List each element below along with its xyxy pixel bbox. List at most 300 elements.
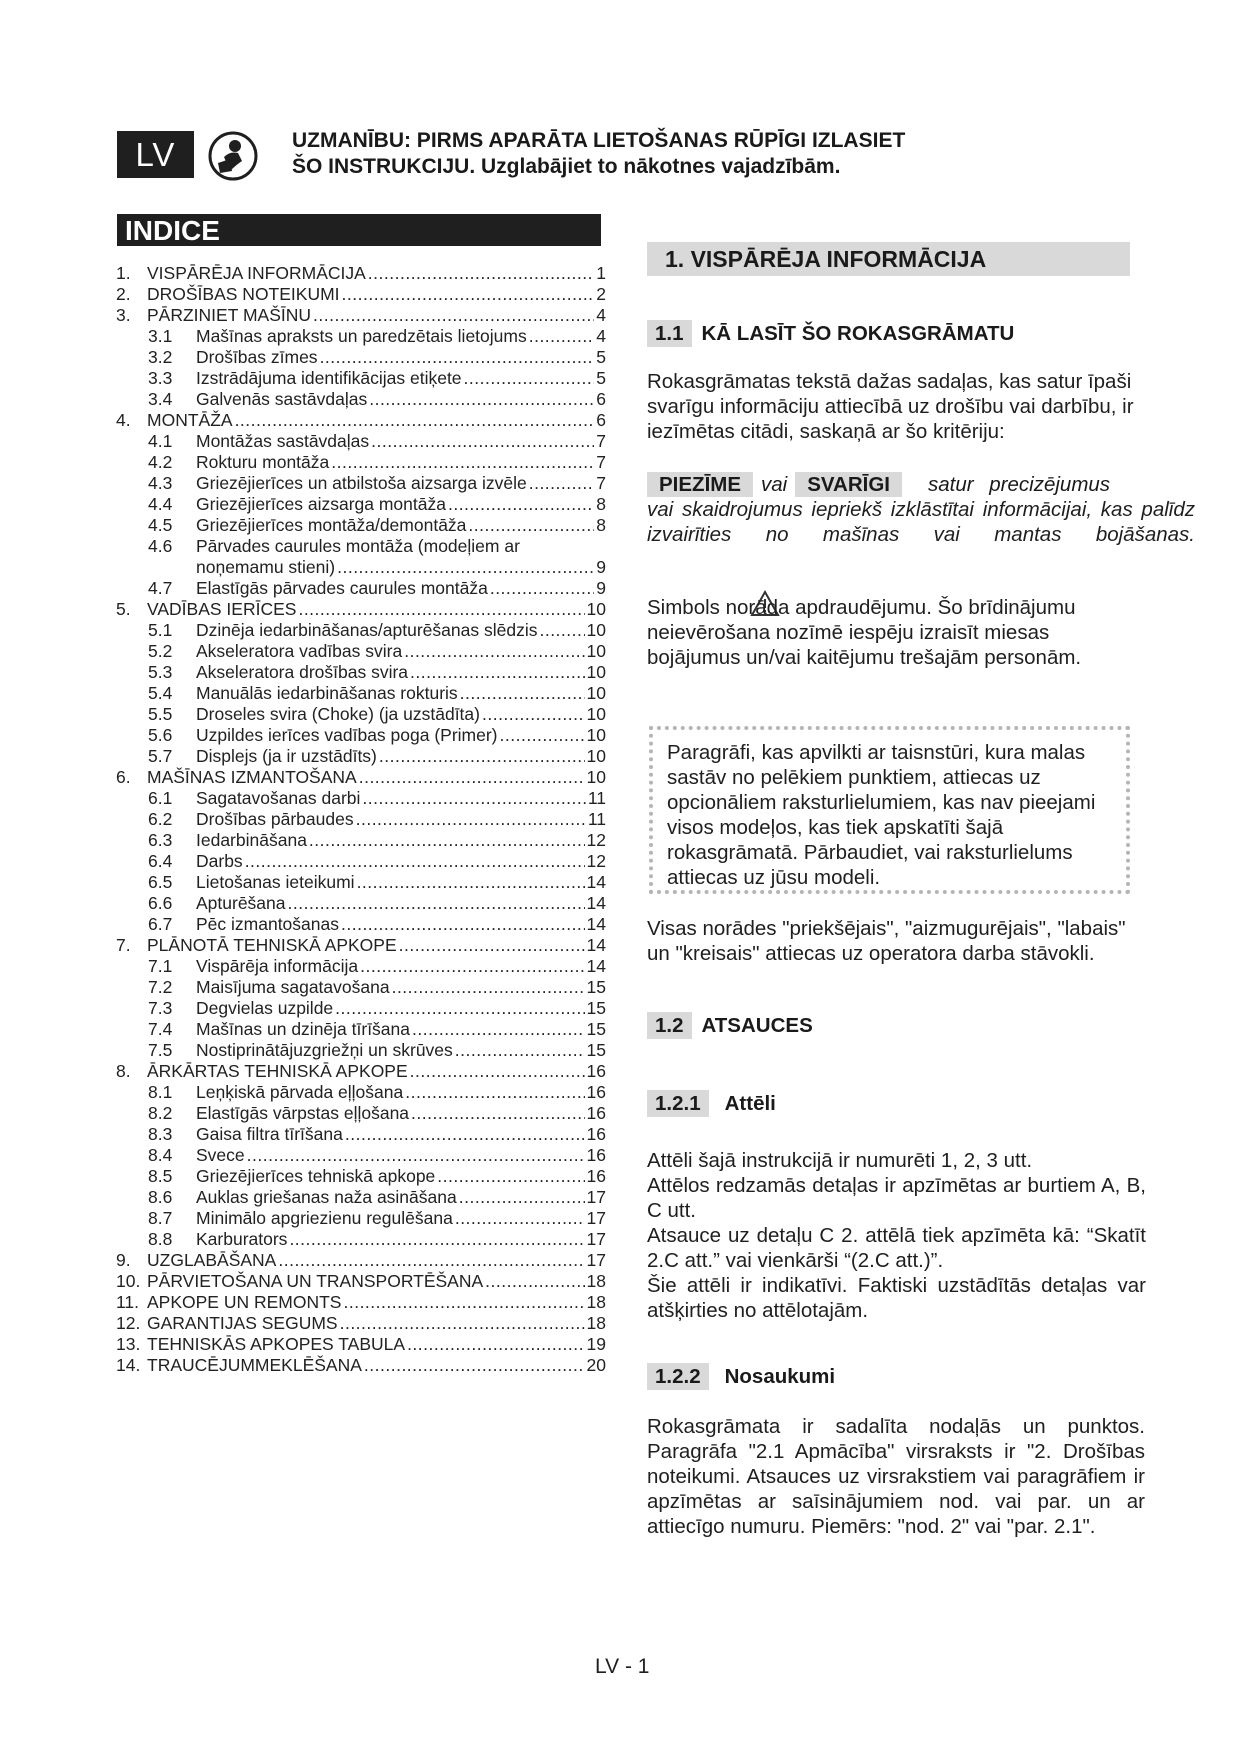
toc-entry-number: 8.8	[148, 1229, 173, 1249]
toc-entry	[116, 704, 606, 725]
toc-leader-dots	[490, 578, 594, 599]
toc-entry-label: Rokturu montāža	[196, 452, 330, 472]
toc-entry-label: UZGLABĀŠANA	[147, 1250, 277, 1270]
toc-entry-label: Griezējierīces montāža/demontāža	[196, 515, 467, 535]
toc-leader-dots	[247, 1145, 585, 1166]
toc-entry-page: 10	[586, 746, 606, 766]
toc-entry-page: 16	[586, 1166, 606, 1186]
toc-entry-number: 8.7	[148, 1208, 173, 1228]
section-heading-1-2-2	[647, 1363, 835, 1390]
toc-leader-dots	[460, 683, 585, 704]
toc-entry-label: Gaisa filtra tīrīšana	[196, 1124, 343, 1144]
toc-entry	[116, 494, 606, 515]
toc-entry-number: 3.1	[148, 326, 173, 346]
toc-entry-number: 4.3	[148, 473, 173, 493]
toc-entry	[116, 1019, 606, 1040]
toc-entry-label: Griezējierīces un atbilstoša aizsarga izvēle	[196, 473, 527, 493]
toc-entry	[116, 1208, 606, 1229]
toc-entry-number: 4.1	[148, 431, 173, 451]
section-heading-1-2-1	[647, 1090, 776, 1117]
toc-entry-number: 7.5	[148, 1040, 173, 1060]
toc-entry-page: 15	[586, 977, 606, 997]
toc-entry-label: PĀRZINIET MAŠĪNU	[147, 305, 312, 325]
toc-entry-page: 20	[586, 1355, 606, 1375]
toc-entry-label: Elastīgās vārpstas eļļošana	[196, 1103, 410, 1123]
note-explanation	[647, 497, 1195, 547]
toc-entry-label: Droseles svira (Choke) (ja uzstādīta)	[196, 704, 480, 724]
toc-entry-page: 4	[596, 326, 606, 346]
toc-entry-page: 7	[596, 431, 606, 451]
toc-entry	[116, 830, 606, 851]
note-tag: PIEZĪME	[647, 472, 753, 497]
toc-leader-dots	[500, 725, 585, 746]
toc-entry	[116, 1229, 606, 1250]
toc-entry-label: Karburators	[196, 1229, 288, 1249]
toc-entry-page: 14	[586, 956, 606, 976]
toc-leader-dots	[362, 788, 585, 809]
section-number: 1.2.2	[647, 1363, 709, 1390]
toc-entry	[116, 515, 606, 536]
toc-entry-number: 4.	[116, 410, 131, 430]
toc-entry-label: Degvielas uzpilde	[196, 998, 334, 1018]
toc-entry-number: 6.4	[148, 851, 173, 871]
toc-entry	[116, 368, 606, 389]
toc-entry	[116, 1313, 606, 1334]
toc-leader-dots	[342, 284, 595, 305]
toc-entry-page: 16	[586, 1124, 606, 1144]
section-title: ATSAUCES	[701, 1013, 813, 1037]
toc-leader-dots	[468, 515, 594, 536]
toc-leader-dots	[392, 977, 585, 998]
section-heading-1-2	[647, 1012, 813, 1039]
toc-entry-page: 11	[587, 788, 606, 808]
toc-entry	[116, 1292, 606, 1313]
toc-leader-dots	[340, 1313, 585, 1334]
toc-entry	[116, 578, 606, 599]
toc-entry	[116, 305, 606, 326]
toc-entry-number: 4.5	[148, 515, 173, 535]
toc-entry-label: Apturēšana	[196, 893, 286, 913]
toc-entry-number: 8.2	[148, 1103, 173, 1123]
toc-entry-number: 5.2	[148, 641, 173, 661]
toc-entry-page: 17	[586, 1208, 606, 1228]
toc-entry-number: 6.3	[148, 830, 173, 850]
toc-entry	[116, 956, 606, 977]
toc-entry-label: Galvenās sastāvdaļas	[196, 389, 368, 409]
safety-warning	[292, 128, 1012, 180]
toc-entry	[116, 1271, 606, 1292]
toc-entry-label: Dzinēja iedarbināšanas/apturēšanas slēdzis	[196, 620, 538, 640]
toc-entry-page: 10	[586, 662, 606, 682]
toc-entry-number: 4.2	[148, 452, 173, 472]
toc-leader-dots	[371, 431, 594, 452]
toc-entry-label: Mašīnas apraksts un paredzētais lietojums	[196, 326, 527, 346]
toc-leader-dots	[539, 620, 584, 641]
toc-entry-label: Drošības zīmes	[196, 347, 318, 367]
toc-leader-dots	[529, 473, 595, 494]
toc-entry-number: 7.2	[148, 977, 173, 997]
section-heading-1: 1. VISPĀRĒJA INFORMĀCIJA	[647, 242, 1130, 276]
toc-leader-dots	[309, 830, 585, 851]
toc-leader-dots	[482, 704, 585, 725]
toc-entry	[116, 389, 606, 410]
toc-list	[116, 263, 606, 1376]
toc-entry	[116, 599, 606, 620]
toc-entry-label: Minimālo apgriezienu regulēšana	[196, 1208, 453, 1228]
toc-entry-label: APKOPE UN REMONTS	[147, 1292, 342, 1312]
toc-leader-dots	[455, 1208, 585, 1229]
toc-entry-page: 17	[586, 1187, 606, 1207]
toc-leader-dots	[459, 1187, 585, 1208]
toc-entry	[116, 263, 606, 284]
toc-entry-label: Displejs (ja ir uzstādīts)	[196, 746, 377, 766]
toc-leader-dots	[360, 956, 584, 977]
toc-entry-number: 5.4	[148, 683, 173, 703]
toc-entry-number: 8.5	[148, 1166, 173, 1186]
toc-entry-number: 6.6	[148, 893, 173, 913]
toc-entry-label: Svece	[196, 1145, 245, 1165]
toc-entry	[116, 767, 606, 788]
toc-entry-page: 6	[596, 389, 606, 409]
toc-entry	[116, 620, 606, 641]
or-word: vai	[761, 473, 788, 496]
toc-entry-number: 12.	[116, 1313, 141, 1333]
toc-entry	[116, 473, 606, 494]
toc-entry-number: 9.	[116, 1250, 131, 1270]
toc-entry-page: 10	[586, 641, 606, 661]
toc-entry-label: Auklas griešanas naža asināšana	[196, 1187, 457, 1207]
toc-entry-number: 6.5	[148, 872, 173, 892]
toc-leader-dots	[331, 452, 594, 473]
toc-leader-dots	[410, 662, 584, 683]
toc-entry	[116, 347, 606, 368]
toc-entry-number: 3.	[116, 305, 131, 325]
toc-entry	[116, 1355, 606, 1376]
toc-entry	[116, 872, 606, 893]
page-number: LV - 1	[595, 1655, 650, 1678]
toc-entry	[116, 851, 606, 872]
toc-entry-number: 8.3	[148, 1124, 173, 1144]
toc-entry	[116, 431, 606, 452]
how-to-read-paragraph: Rokasgrāmatas tekstā dažas sadaļas, kas satur īpaši svarīgu informāciju attiecībā uz drošību vai darbību, ir iezīmētas citādi, saskaņā ar šo kritēriju:	[647, 370, 1134, 443]
toc-entry-page: 15	[586, 998, 606, 1018]
toc-entry-label: Drošības pārbaudes	[196, 809, 354, 829]
toc-entry	[116, 1250, 606, 1271]
toc-entry-number: 3.3	[148, 368, 173, 388]
toc-leader-dots	[529, 326, 595, 347]
toc-leader-dots	[485, 1271, 584, 1292]
figures-line-1: Attēli šajā instrukcijā ir numurēti 1, 2, 3 utt.	[647, 1149, 1033, 1172]
toc-entry-page: 8	[596, 494, 606, 514]
toc-entry-number: 8.4	[148, 1145, 173, 1165]
toc-entry-label: Pārvades caurules montāža (modeļiem ar	[196, 536, 520, 556]
toc-entry	[116, 1187, 606, 1208]
toc-entry-number: 8.1	[148, 1082, 173, 1102]
toc-leader-dots	[289, 1229, 584, 1250]
toc-entry-page: 7	[596, 452, 606, 472]
toc-entry-label: Iedarbināšana	[196, 830, 307, 850]
warning-line-2: ŠO INSTRUKCIJU. Uzglabājiet to nākotnes vajadzībām.	[292, 155, 841, 178]
toc-entry-label: PLĀNOTĀ TEHNISKĀ APKOPE	[147, 935, 397, 955]
toc-entry-page: 1	[596, 263, 606, 283]
toc-entry	[116, 326, 606, 347]
note-important-line	[647, 472, 1207, 497]
toc-entry-label: Akseleratora drošības svira	[196, 662, 409, 682]
toc-entry	[116, 977, 606, 998]
toc-entry-number: 1.	[116, 263, 131, 283]
toc-entry-page: 12	[586, 851, 606, 871]
toc-entry	[116, 1166, 606, 1187]
toc-entry-label: MAŠĪNAS IZMANTOŠANA	[147, 767, 357, 787]
toc-entry-label: Sagatavošanas darbi	[196, 788, 361, 808]
toc-leader-dots	[359, 767, 585, 788]
optional-features-box	[649, 726, 1130, 894]
toc-leader-dots	[235, 410, 595, 431]
toc-leader-dots	[407, 1334, 584, 1355]
important-tag: SVARĪGI	[795, 472, 902, 497]
section-number: 1.1	[647, 320, 692, 347]
section-title: Nosaukumi	[724, 1364, 836, 1388]
toc-entry-page: 10	[586, 620, 606, 640]
section-heading-1-1	[647, 320, 1014, 347]
language-badge: LV	[117, 131, 194, 178]
toc-leader-dots	[448, 494, 594, 515]
toc-entry-page: 9	[596, 578, 606, 598]
toc-entry-label: DROŠĪBAS NOTEIKUMI	[147, 284, 340, 304]
toc-entry-page: 14	[586, 872, 606, 892]
toc-leader-dots	[368, 263, 594, 284]
toc-entry	[116, 683, 606, 704]
toc-entry-page: 14	[586, 914, 606, 934]
toc-entry	[116, 662, 606, 683]
toc-entry-label: Griezējierīces tehniskā apkope	[196, 1166, 436, 1186]
toc-leader-dots	[412, 1019, 585, 1040]
toc-entry-label: VADĪBAS IERĪCES	[147, 599, 297, 619]
toc-leader-dots	[288, 893, 585, 914]
toc-entry-number: 8.6	[148, 1187, 173, 1207]
toc-entry-page: 8	[596, 515, 606, 535]
toc-entry-number: 2.	[116, 284, 131, 304]
toc-leader-dots	[357, 872, 585, 893]
toc-entry-label: Pēc izmantošanas	[196, 914, 339, 934]
toc-entry	[116, 809, 606, 830]
toc-entry-number: 5.1	[148, 620, 173, 640]
toc-entry	[116, 725, 606, 746]
toc-entry-number: 6.1	[148, 788, 173, 808]
symbol-paragraph: Simbols norāda apdraudējumu. Šo brīdinājumu neievērošana nozīmē iespēju izraisīt miesas bojājumus un/vai kaitējumu trešajām personām.	[647, 596, 1082, 669]
toc-entry-label: Akseleratora vadības svira	[196, 641, 403, 661]
toc-entry-number: 13.	[116, 1334, 141, 1354]
toc-entry-page: 2	[596, 284, 606, 304]
toc-entry-page: 10	[586, 767, 606, 787]
toc-entry-page: 5	[596, 368, 606, 388]
toc-entry-page: 15	[586, 1019, 606, 1039]
note-inline-text: satur precizējumus	[928, 473, 1111, 496]
toc-entry-number: 7.1	[148, 956, 173, 976]
toc-leader-dots	[399, 935, 585, 956]
toc-entry-label: noņemamu stieni)	[196, 557, 336, 577]
toc-leader-dots	[313, 305, 594, 326]
toc-title: INDICE	[117, 214, 601, 246]
figures-paragraph	[647, 1148, 1146, 1323]
toc-leader-dots	[245, 851, 585, 872]
toc-entry	[116, 284, 606, 305]
toc-leader-dots	[345, 1124, 585, 1145]
optional-features-text: Paragrāfi, kas apvilkti ar taisnstūri, kura malas sastāv no pelēkiem punktiem, attiecas uz opcionāliem raksturlielumiem, kas nav pieejami visos modeļos, kas tiek apskatīti šajā rokasgrāmatā. Pārbaudiet, vai raksturlielums attiecas uz jūsu modeli.	[667, 741, 1096, 889]
toc-entry	[116, 452, 606, 473]
toc-entry	[116, 1082, 606, 1103]
toc-entry	[116, 1334, 606, 1355]
toc-entry-page: 6	[596, 410, 606, 430]
toc-entry	[116, 746, 606, 767]
toc-entry-label: Griezējierīces aizsarga montāža	[196, 494, 446, 514]
toc-leader-dots	[356, 809, 586, 830]
toc-entry-page: 18	[586, 1313, 606, 1333]
toc-leader-dots	[411, 1103, 584, 1124]
toc-entry-label: Maisījuma sagatavošana	[196, 977, 390, 997]
section-number: 1.2	[647, 1012, 692, 1039]
toc-entry-number: 6.7	[148, 914, 173, 934]
section-number: 1.2.1	[647, 1090, 709, 1117]
toc-entry-number: 5.5	[148, 704, 173, 724]
toc-entry-page: 14	[586, 893, 606, 913]
toc-entry-page: 17	[586, 1250, 606, 1270]
directions-paragraph: Visas norādes "priekšējais", "aizmugurējais", "labais" un "kreisais" attiecas uz operatora darba stāvokli.	[647, 917, 1126, 965]
toc-entry-number: 7.3	[148, 998, 173, 1018]
toc-leader-dots	[369, 389, 594, 410]
toc-entry	[116, 641, 606, 662]
toc-entry-page: 16	[586, 1061, 606, 1081]
toc-leader-dots	[364, 1355, 585, 1376]
toc-entry	[116, 1124, 606, 1145]
toc-entry	[116, 536, 606, 557]
section-title: KĀ LASĪT ŠO ROKASGRĀMATU	[701, 321, 1015, 345]
toc-entry-number: 8.	[116, 1061, 131, 1081]
toc-entry-label: Montāžas sastāvdaļas	[196, 431, 370, 451]
toc-entry-label: VISPĀRĒJA INFORMĀCIJA	[147, 263, 366, 283]
toc-entry	[116, 914, 606, 935]
toc-leader-dots	[298, 599, 584, 620]
toc-entry-page: 9	[596, 557, 606, 577]
toc-entry-page: 10	[586, 599, 606, 619]
toc-entry-page: 16	[586, 1082, 606, 1102]
toc-entry-number: 5.7	[148, 746, 173, 766]
toc-entry-number: 5.6	[148, 725, 173, 745]
toc-entry-label: ĀRKĀRTAS TEHNISKĀ APKOPE	[147, 1061, 408, 1081]
toc-entry-label: Izstrādājuma identifikācijas etiķete	[196, 368, 462, 388]
toc-entry-label: Manuālās iedarbināšanas rokturis	[196, 683, 458, 703]
read-manual-icon	[208, 131, 258, 181]
toc-entry-page: 16	[586, 1103, 606, 1123]
toc-leader-dots	[405, 1082, 584, 1103]
toc-leader-dots	[341, 914, 585, 935]
toc-entry-label: GARANTIJAS SEGUMS	[147, 1313, 338, 1333]
toc-entry-number: 6.	[116, 767, 131, 787]
toc-entry-page: 11	[587, 809, 606, 829]
toc-entry-label: Leņķiskā pārvada eļļošana	[196, 1082, 404, 1102]
toc-entry-number: 3.2	[148, 347, 173, 367]
toc-entry-label: Vispārēja informācija	[196, 956, 359, 976]
toc-entry-number: 14.	[116, 1355, 141, 1375]
toc-leader-dots	[320, 347, 595, 368]
toc-leader-dots	[379, 746, 585, 767]
toc-entry-page: 10	[586, 683, 606, 703]
toc-entry-label: Darbs	[196, 851, 243, 871]
toc-leader-dots	[410, 1061, 585, 1082]
toc-entry-label: MONTĀŽA	[147, 410, 233, 430]
toc-entry-page: 4	[596, 305, 606, 325]
toc-entry-page: 5	[596, 347, 606, 367]
toc-entry-label: Uzpildes ierīces vadības poga (Primer)	[196, 725, 498, 745]
section-title: Attēli	[724, 1091, 776, 1115]
toc-entry-page: 10	[586, 725, 606, 745]
toc-entry-page: 10	[586, 704, 606, 724]
toc-entry-page: 12	[586, 830, 606, 850]
toc-entry-number: 4.4	[148, 494, 173, 514]
toc-entry	[116, 998, 606, 1019]
toc-entry-page: 7	[596, 473, 606, 493]
toc-leader-dots	[455, 1040, 585, 1061]
toc-entry-page: 15	[586, 1040, 606, 1060]
toc-entry-page: 14	[586, 935, 606, 955]
toc-entry-number: 3.4	[148, 389, 173, 409]
toc-entry-page: 16	[586, 1145, 606, 1165]
toc-leader-dots	[464, 368, 595, 389]
toc-leader-dots	[404, 641, 584, 662]
toc-entry-page: 18	[586, 1292, 606, 1312]
toc-entry	[116, 1145, 606, 1166]
figures-line-4: Šie attēli ir indikatīvi. Faktiski uzstādītās detaļas var atšķirties no attēlotajām.	[647, 1274, 1146, 1322]
toc-entry-label: Lietošanas ieteikumi	[196, 872, 355, 892]
note-explanation-text: vai skaidrojumus iepriekš izklāstītai informācijai, kas palīdz izvairīties no mašīnas vai mantas bojāšanas.	[647, 498, 1195, 546]
toc-leader-dots	[437, 1166, 584, 1187]
names-paragraph: Rokasgrāmata ir sadalīta nodaļās un punktos. Paragrāfa "2.1 Apmācība" virsraksts ir "2. Drošības noteikumi. Atsauces uz virsrakstiem vai paragrāfiem ir apzīmētas ar saīsinājumiem nod. vai par. un ar attiecīgo numuru. Piemērs: "nod. 2" vai "par. 2.1".	[647, 1415, 1145, 1538]
toc-entry	[116, 1103, 606, 1124]
toc-leader-dots	[335, 998, 584, 1019]
toc-entry-label: TEHNISKĀS APKOPES TABULA	[147, 1334, 406, 1354]
toc-leader-dots	[337, 557, 594, 578]
toc-entry	[116, 1040, 606, 1061]
toc-entry	[116, 788, 606, 809]
toc-entry-number: 7.	[116, 935, 131, 955]
warning-line-1: UZMANĪBU: PIRMS APARĀTA LIETOŠANAS RŪPĪGI IZLASIET	[292, 129, 906, 152]
toc-entry-label: TRAUCĒJUMMEKLĒŠANA	[147, 1355, 362, 1375]
toc-entry-number: 5.3	[148, 662, 173, 682]
toc-entry-page: 17	[586, 1229, 606, 1249]
toc-entry-label: Mašīnas un dzinēja tīrīšana	[196, 1019, 411, 1039]
figures-line-2: Attēlos redzamās detaļas ir apzīmētas ar burtiem A, B, C utt.	[647, 1174, 1146, 1222]
toc-entry	[116, 893, 606, 914]
toc-entry-page: 18	[586, 1271, 606, 1291]
toc-entry-page: 19	[586, 1334, 606, 1354]
toc-entry-number: 10.	[116, 1271, 141, 1291]
toc-entry-label: Nostiprinātājuzgriežņi un skrūves	[196, 1040, 453, 1060]
toc-entry-continued	[116, 557, 606, 578]
toc-entry-number: 5.	[116, 599, 131, 619]
toc-entry-number: 11.	[116, 1292, 140, 1312]
toc-entry-number: 4.6	[148, 536, 173, 556]
toc-leader-dots	[343, 1292, 584, 1313]
toc-entry	[116, 410, 606, 431]
toc-entry-number: 4.7	[148, 578, 173, 598]
toc-entry	[116, 935, 606, 956]
toc-entry-label: Elastīgās pārvades caurules montāža	[196, 578, 488, 598]
figures-line-3: Atsauce uz detaļu C 2. attēlā tiek apzīmēta kā: “Skatīt 2.C att.” vai vienkārši “(2.C att.)”.	[647, 1224, 1146, 1272]
toc-entry-number: 6.2	[148, 809, 173, 829]
toc-entry-label: PĀRVIETOŠANA UN TRANSPORTĒŠANA	[147, 1271, 484, 1291]
toc-entry-number: 7.4	[148, 1019, 173, 1039]
toc-leader-dots	[278, 1250, 584, 1271]
